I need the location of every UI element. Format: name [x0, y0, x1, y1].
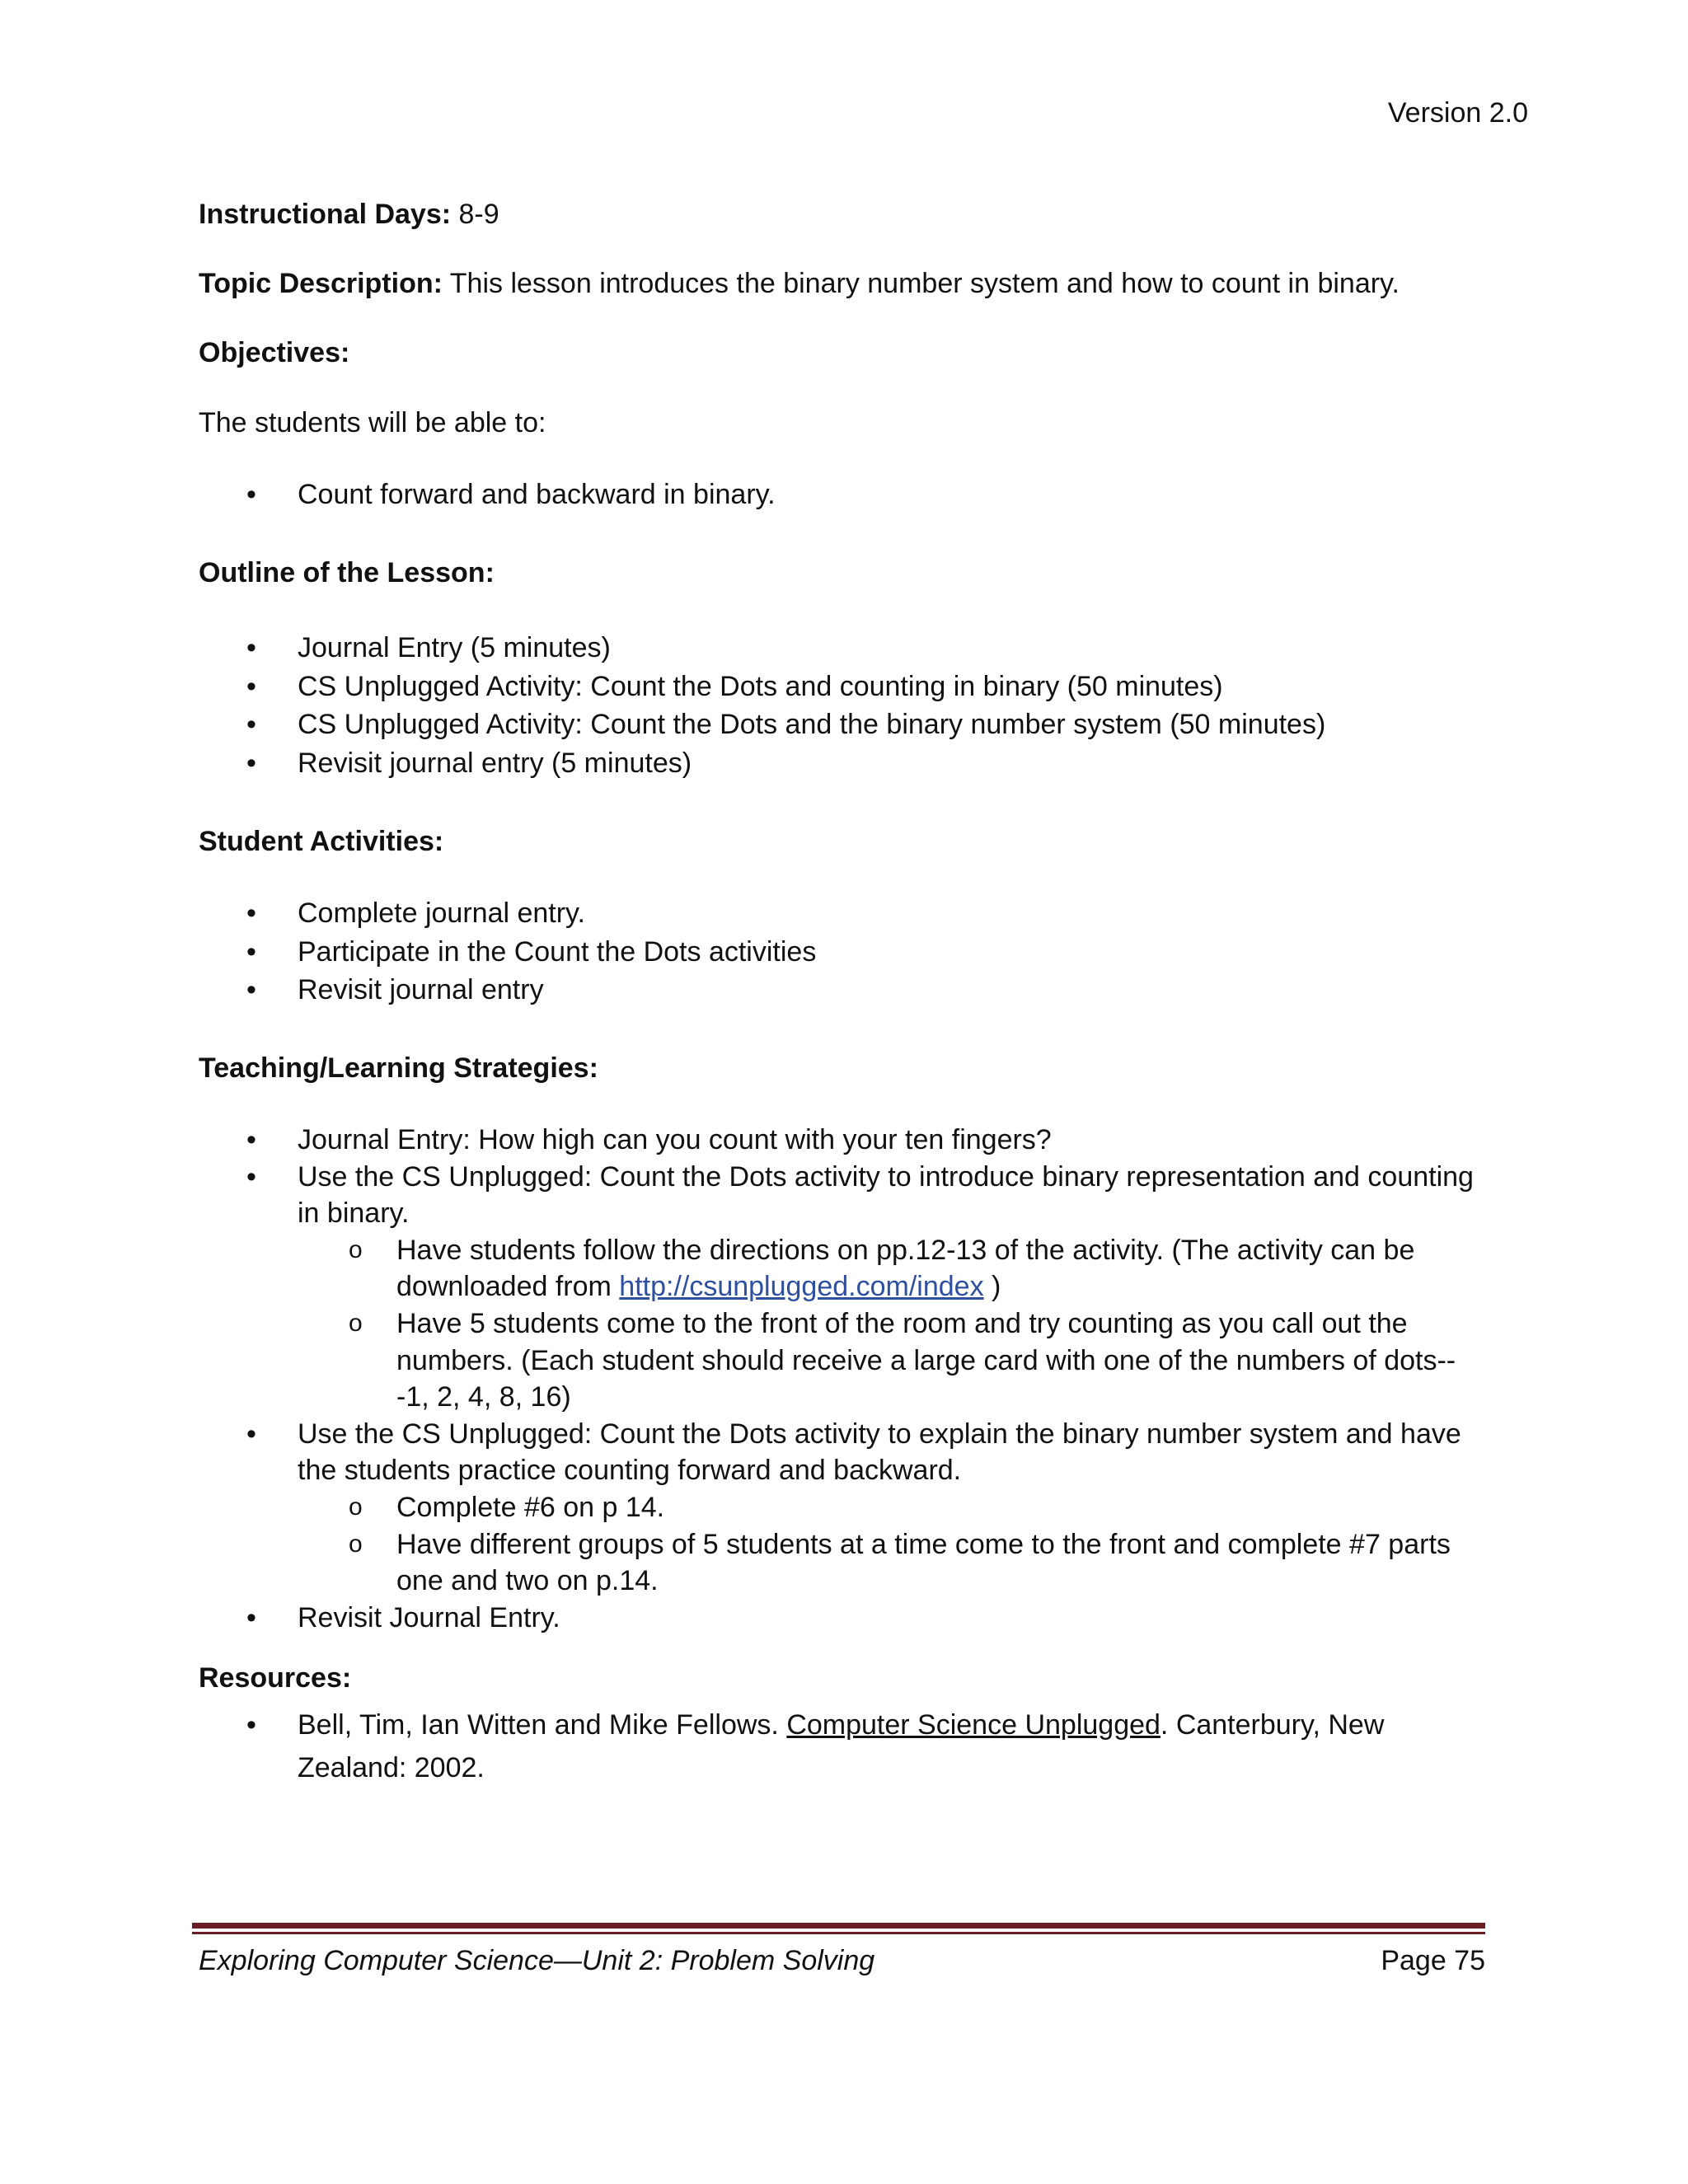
resource-publication: . Canterbury, New Zealand: 2002. — [298, 1709, 1385, 1783]
strategies-list — [199, 1122, 1484, 1636]
list-item — [199, 1159, 1484, 1416]
list-item — [199, 1704, 1484, 1789]
footer-title: Exploring Computer Science—Unit 2: Problem Solving — [199, 1945, 875, 1976]
strategy-text: Use the CS Unplugged: Count the Dots activity to introduce binary representation and counting in binary. — [298, 1160, 1474, 1230]
outline-list — [199, 629, 1484, 782]
objectives-heading: Objectives: — [199, 337, 350, 368]
list-item: • Revisit journal entry (5 minutes) — [199, 744, 1484, 783]
resource-title: Computer Science Unplugged — [786, 1709, 1160, 1741]
topic-description-value: This lesson introduces the binary number system and how to count in binary. — [442, 268, 1400, 299]
instructional-days-value: 8-9 — [451, 199, 499, 230]
student-activities-list — [199, 894, 1484, 1010]
list-item: • Revisit journal entry — [199, 971, 1484, 1010]
student-activities-heading: Student Activities: — [199, 826, 444, 857]
objectives-list — [199, 476, 1484, 513]
list-item: • Journal Entry: How high can you count with your ten fingers? — [199, 1122, 1484, 1159]
list-item: • CS Unplugged Activity: Count the Dots and counting in binary (50 minutes) — [199, 668, 1484, 706]
list-item: • Revisit Journal Entry. — [199, 1600, 1484, 1637]
strategies-heading: Teaching/Learning Strategies: — [199, 1052, 598, 1084]
list-item: • Journal Entry (5 minutes) — [199, 629, 1484, 668]
footer-rule — [192, 1923, 1485, 1929]
list-item: • Count forward and backward in binary. — [199, 476, 1484, 513]
list-item: • Participate in the Count the Dots activities — [199, 933, 1484, 972]
objectives-intro: The students will be able to: — [199, 407, 546, 438]
list-item: • Complete journal entry. — [199, 894, 1484, 933]
resources-list — [199, 1704, 1484, 1789]
sub-item-text: Have students follow the directions on pp.12-13 of the activity. (The activity can be downloaded from — [396, 1234, 1415, 1303]
resources-heading: Resources: — [199, 1662, 352, 1694]
instructional-days — [199, 196, 1484, 233]
footer-rule-thin — [192, 1932, 1485, 1934]
sub-list-item: o Have different groups of 5 students at a time come to the front and complete #7 parts one and two on p.14. — [298, 1526, 1484, 1600]
sub-list — [298, 1489, 1484, 1600]
topic-description-label: Topic Description: — [199, 268, 443, 299]
csunplugged-link[interactable]: http://csunplugged.com/index — [619, 1271, 984, 1303]
sub-list-item: o Have 5 students come to the front of the room and try counting as you call out the numbers. (Each student should receive a large card with one of the numbers of dots---1, 2, 4, 8, 16) — [298, 1305, 1484, 1416]
sub-list-item: o Complete #6 on p 14. — [298, 1489, 1484, 1526]
sub-item-text: ) — [983, 1271, 1001, 1303]
sub-list-item — [298, 1232, 1484, 1305]
outline-heading: Outline of the Lesson: — [199, 557, 495, 588]
topic-description — [199, 265, 1484, 302]
version-label: Version 2.0 — [1387, 97, 1528, 129]
sub-list — [298, 1232, 1484, 1416]
page-number: Page 75 — [1381, 1945, 1485, 1976]
resource-authors: Bell, Tim, Ian Witten and Mike Fellows. — [298, 1709, 787, 1741]
instructional-days-label: Instructional Days: — [199, 199, 452, 230]
strategy-text: Use the CS Unplugged: Count the Dots activity to explain the binary number system and have the students practice counting forward and backward. — [298, 1418, 1461, 1487]
list-item — [199, 1416, 1484, 1600]
list-item: • CS Unplugged Activity: Count the Dots and the binary number system (50 minutes) — [199, 705, 1484, 744]
